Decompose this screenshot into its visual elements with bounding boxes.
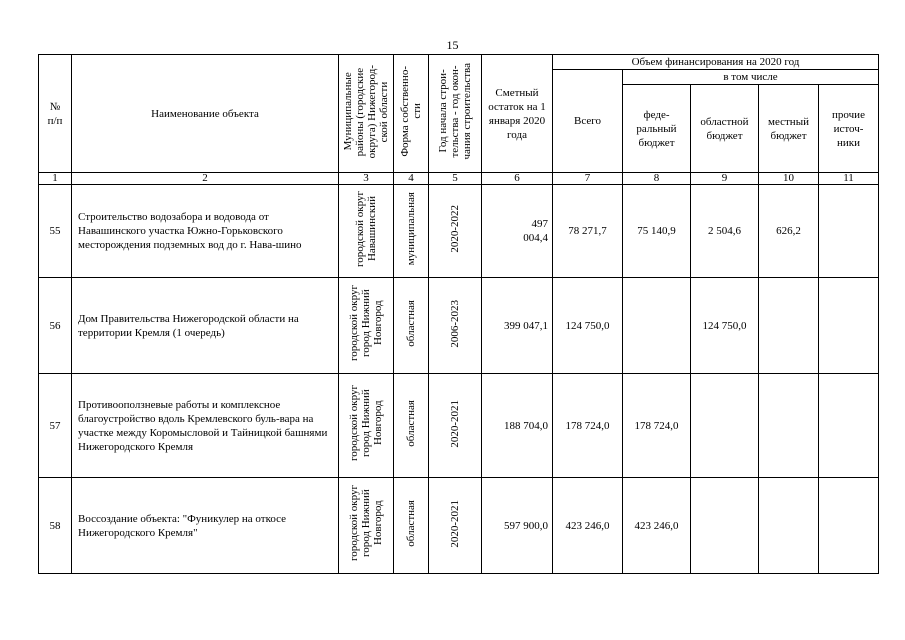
col-number: 7 (553, 173, 623, 185)
row-years: 2020-2021 (429, 374, 482, 478)
row-name: Дом Правительства Нижегородской области на территории Кремля (1 очередь) (72, 278, 339, 374)
row-ownership: областная (394, 374, 429, 478)
table-row (39, 278, 879, 374)
col-number: 10 (759, 173, 819, 185)
row-ownership: областная (394, 278, 429, 374)
header-estimate: Сметный остаток на 1 января 2020 года (482, 55, 553, 173)
table-row (39, 185, 879, 278)
row-num: 55 (39, 185, 72, 278)
header-funding: Объем финансирования на 2020 год (553, 55, 879, 70)
row-municipal: городской округ город Нижний Новгород (339, 478, 394, 574)
row-regional: 124 750,0 (691, 278, 759, 374)
table-row (39, 374, 879, 478)
col-number: 4 (394, 173, 429, 185)
header-regional: областной бюджет (691, 85, 759, 173)
row-years: 2020-2021 (429, 478, 482, 574)
row-other (819, 278, 879, 374)
row-total: 423 246,0 (553, 478, 623, 574)
header-federal: феде- ральный бюджет (623, 85, 691, 173)
row-years: 2006-2023 (429, 278, 482, 374)
row-estimate: 497 004,4 (482, 185, 553, 278)
row-num: 57 (39, 374, 72, 478)
col-number: 11 (819, 173, 879, 185)
row-regional: 2 504,6 (691, 185, 759, 278)
col-number: 6 (482, 173, 553, 185)
header-municipal: Муниципальные районы (городские округа) Нижегород- ской области (339, 55, 394, 173)
row-municipal: городской округ город Нижний Новгород (339, 374, 394, 478)
col-number: 3 (339, 173, 394, 185)
row-estimate: 188 704,0 (482, 374, 553, 478)
row-federal: 423 246,0 (623, 478, 691, 574)
page-number: 15 (446, 38, 459, 52)
row-local (759, 478, 819, 574)
row-regional (691, 374, 759, 478)
row-total: 124 750,0 (553, 278, 623, 374)
row-other (819, 478, 879, 574)
header-ownership: Форма собственно- сти (394, 55, 429, 173)
row-municipal: городской округ Навашинский (339, 185, 394, 278)
row-federal (623, 278, 691, 374)
row-num: 56 (39, 278, 72, 374)
financing-table (38, 54, 879, 574)
col-number: 9 (691, 173, 759, 185)
row-name: Воссоздание объекта: "Фуникулер на откосе Нижегородского Кремля" (72, 478, 339, 574)
row-name: Строительство водозабора и водовода от Навашинского участка Южно-Горьковского месторождения подземных вод до г. Нава-шино (72, 185, 339, 278)
row-num: 58 (39, 478, 72, 574)
row-estimate: 597 900,0 (482, 478, 553, 574)
header-num: № п/п (39, 55, 72, 173)
row-years: 2020-2022 (429, 185, 482, 278)
header-including: в том числе (623, 70, 879, 85)
header-total: Всего (553, 70, 623, 173)
col-number: 5 (429, 173, 482, 185)
row-other (819, 374, 879, 478)
row-local (759, 278, 819, 374)
row-total: 178 724,0 (553, 374, 623, 478)
row-ownership: муниципальная (394, 185, 429, 278)
row-federal: 178 724,0 (623, 374, 691, 478)
row-local (759, 374, 819, 478)
col-number: 8 (623, 173, 691, 185)
row-estimate: 399 047,1 (482, 278, 553, 374)
row-local: 626,2 (759, 185, 819, 278)
header-years: Год начала строи- тельства - год окон- чания строительства (429, 55, 482, 173)
row-total: 78 271,7 (553, 185, 623, 278)
header-name: Наименование объекта (72, 55, 339, 173)
col-number: 2 (72, 173, 339, 185)
col-number: 1 (39, 173, 72, 185)
header-other: прочие источ- ники (819, 85, 879, 173)
table-row (39, 478, 879, 574)
row-municipal: городской округ город Нижний Новгород (339, 278, 394, 374)
row-ownership: областная (394, 478, 429, 574)
row-federal: 75 140,9 (623, 185, 691, 278)
header-local: местный бюджет (759, 85, 819, 173)
row-regional (691, 478, 759, 574)
row-name: Противооползневые работы и комплексное благоустройство вдоль Кремлевского буль-вара на участке между Коромысловой и Тайницкой башнями Нижегородского Кремля (72, 374, 339, 478)
row-other (819, 185, 879, 278)
